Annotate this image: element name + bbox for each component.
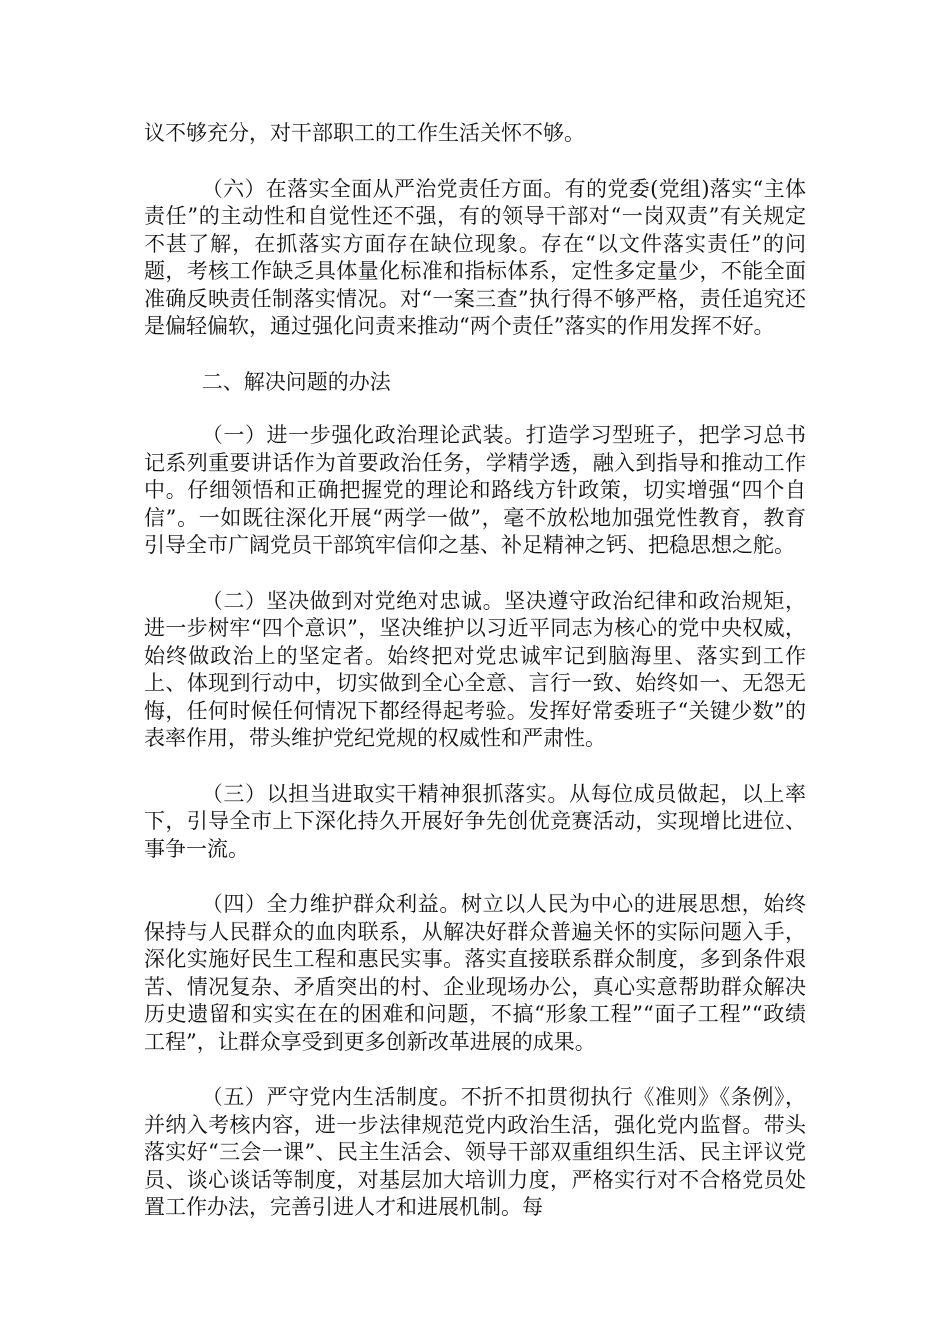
paragraph-solution-3: （三）以担当进取实干精神狠抓落实。从每位成员做起，以上率下，引导全市上下深化持久开展好争先创优竞赛活动，实现增比进位、事争一流。 bbox=[144, 781, 806, 861]
paragraph-solution-1: （一）进一步强化政治理论武装。打造学习型班子，把学习总书记系列重要讲话作为首要政治任务，学精学透，融入到指导和推动工作中。仔细领悟和正确把握党的理论和路线方针政策，切实增强“四个自信”。一如既往深化开展“两学一做”，毫不放松地加强党性教育，教育引导全市广阔党员干部筑牢信仰之基、补足精神之钙、把稳思想之舵。 bbox=[144, 423, 806, 557]
section-heading-solutions: 二、解决问题的办法 bbox=[201, 369, 391, 394]
paragraph-continuation: 议不够充分，对干部职工的工作生活关怀不够。 bbox=[144, 121, 585, 145]
document-body bbox=[144, 120, 806, 1250]
paragraph-solution-5: （五）严守党内生活制度。不折不扣贯彻执行《准则》《条例》，并纳入考核内容，进一步法律规范党内政治生活，强化党内监督。带头落实好“三会一课”、民主生活会、领导干部双重组织生活、民主评议党员、谈心谈话等制度，对基层加大培训力度，严格实行对不合格党员处置工作办法，完善引进人才和进展机制。每 bbox=[144, 1085, 806, 1219]
paragraph-solution-4: （四）全力维护群众利益。树立以人民为中心的进展思想，始终保持与人民群众的血肉联系，从解决好群众普遍关怀的实际问题入手，深化实施好民生工程和惠民实事。落实直接联系群众制度，多到条件艰苦、情况复杂、矛盾突出的村、企业现场办公，真心实意帮助群众解决历史遗留和实实在在的困难和问题，不搞“形象工程”“面子工程”“政绩工程”，让群众享受到更多创新改革进展的成果。 bbox=[144, 892, 806, 1054]
paragraph-solution-2: （二）坚决做到对党绝对忠诚。坚决遵守政治纪律和政治规矩，进一步树牢“四个意识”，坚决维护以习近平同志为核心的党中央权威，始终做政治上的坚定者。始终把对党忠诚牢记到脑海里、落实到工作上、体现到行动中，切实做到全心全意、言行一致、始终如一、无怨无悔，任何时候任何情况下都经得起考验。发挥好常委班子“关键少数”的表率作用，带头维护党纪党规的权威性和严肃性。 bbox=[144, 588, 806, 750]
paragraph-section-6: （六）在落实全面从严治党责任方面。有的党委(党组)落实“主体责任”的主动性和自觉性还不强，有的领导干部对“一岗双责”有关规定不甚了解，在抓落实方面存在缺位现象。存在“以文件落实责任”的问题，考核工作缺乏具体量化标准和指标体系，定性多定量少，不能全面准确反映责任制落实情况。对“一案三查”执行得不够严格，责任追究还是偏轻偏软，通过强化问责来推动“两个责任”落实的作用发挥不好。 bbox=[144, 176, 806, 338]
